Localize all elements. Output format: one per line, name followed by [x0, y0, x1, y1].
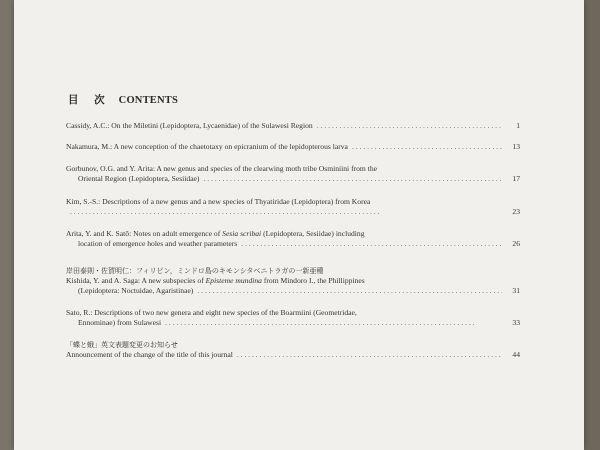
toc-entry[interactable]	[66, 164, 520, 184]
entry-title: Nakamura, M.: A new conception of the chaetotaxy on epicranium of the lepidopterous larva	[66, 142, 348, 151]
species-name: Sesia scribai	[222, 229, 262, 238]
contents-heading-jp: 目 次	[68, 94, 111, 106]
contents-heading-en: CONTENTS	[118, 95, 179, 106]
leader-dots	[237, 350, 502, 360]
entry-title-cont: Ennominae) from Sulawesi	[78, 318, 162, 327]
entry-page: 31	[512, 286, 520, 295]
toc-entry[interactable]	[66, 340, 520, 360]
entry-title-jp: 「蝶と蛾」英文表題変更のお知らせ	[66, 341, 178, 349]
entry-title-cont: location of emergence holes and weather parameters	[78, 239, 238, 248]
entry-title-cont: (Lepidoptera: Noctuidae, Agaristinae)	[78, 286, 194, 295]
entry-title-jp: 岸田泰則・佐賀明仁：フィリピン，ミンドロ島のキモンシタベニトラガの一新亜種	[66, 267, 324, 275]
entry-page: 13	[512, 142, 520, 151]
leader-dots	[70, 207, 502, 217]
entry-title: Gorbunov, O.G. and Y. Arita: A new genus and species of the clearwing moth tribe Osminiini from the	[66, 164, 378, 173]
entry-title: Arita, Y. and K. Satō: Notes on adult emergence of Sesia scribai (Lepidoptera, Sesiidae) including	[66, 229, 365, 238]
leader-dots	[165, 318, 502, 328]
toc-entry[interactable]	[66, 266, 520, 296]
entry-page: 33	[512, 318, 520, 327]
toc-entry[interactable]	[66, 121, 520, 131]
entry-page: 26	[512, 239, 520, 248]
entry-title: Cassidy, A.C.: On the Miletini (Lepidoptera, Lycaenidae) of the Sulawesi Region	[66, 121, 313, 130]
entry-page: 17	[512, 174, 520, 183]
entry-title: Announcement of the change of the title of this journal	[66, 350, 233, 359]
entry-title: Kishida, Y. and A. Saga: A new subspecies of Episteme mundina from Mindoro I., the Phillippines	[66, 276, 365, 285]
contents-heading	[68, 92, 178, 107]
entry-page: 1	[516, 121, 520, 130]
species-name: Episteme mundina	[205, 276, 262, 285]
toc-entry[interactable]	[66, 142, 520, 152]
entry-title: Kim, S.-S.: Descriptions of a new genus and a new species of Thyatiridae (Lepidoptera) from Korea	[66, 197, 371, 206]
entry-page: 23	[512, 207, 520, 216]
toc-entry[interactable]	[66, 308, 520, 328]
leader-dots	[317, 121, 502, 131]
entry-title-cont: Oriental Region (Lepidoptera, Sesiidae)	[78, 174, 200, 183]
toc-entry[interactable]	[66, 229, 520, 249]
leader-dots	[197, 286, 502, 296]
entry-title: Sato, R.: Descriptions of two new genera and eight new species of the Boarmiini (Geometridae,	[66, 308, 357, 317]
entry-page: 44	[512, 350, 520, 359]
journal-page	[14, 0, 584, 450]
leader-dots	[352, 142, 502, 152]
toc-entry[interactable]	[66, 197, 520, 217]
leader-dots	[241, 239, 502, 249]
leader-dots	[203, 174, 502, 184]
